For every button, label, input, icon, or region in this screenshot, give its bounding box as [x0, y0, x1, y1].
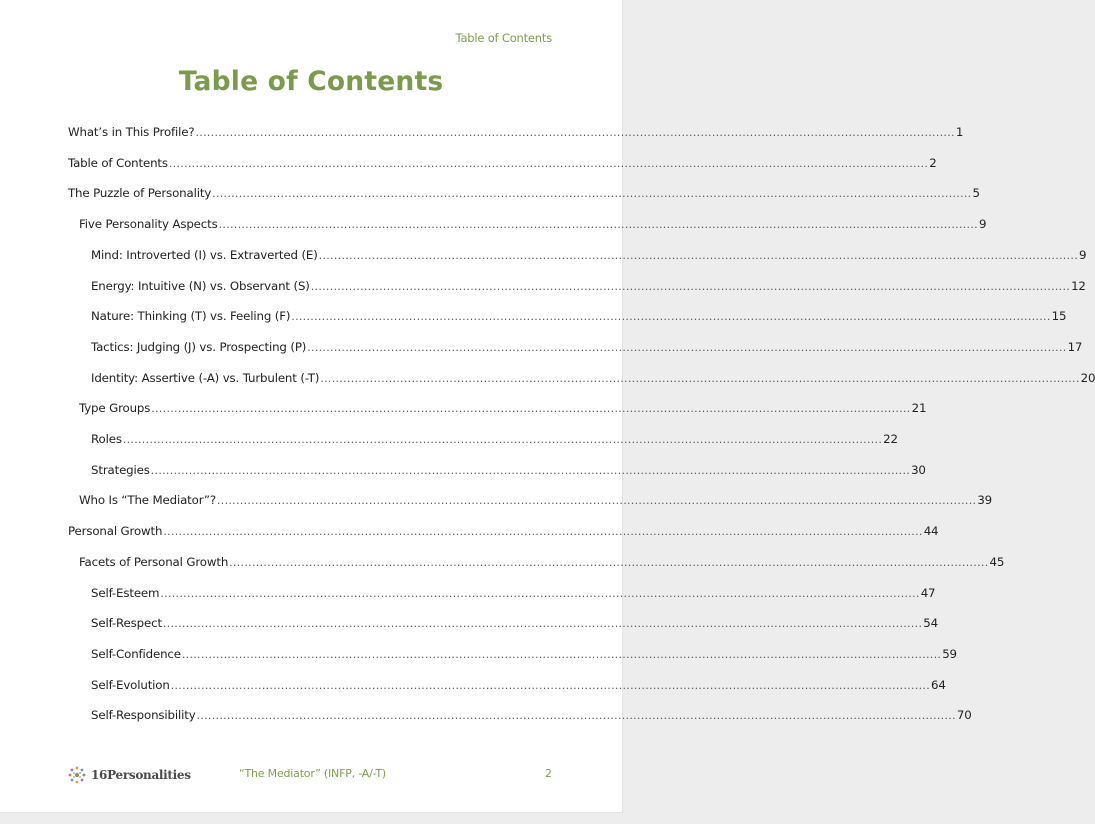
- footer-type-label: “The Mediator” (INFP, -A/-T): [239, 767, 386, 780]
- toc-entry[interactable]: [79, 554, 1005, 570]
- toc-page-number: 64: [931, 677, 946, 692]
- toc-dot-leader: ........................................................................................................................................................................................................: [216, 494, 977, 508]
- toc-entry-label: Type Groups: [79, 401, 151, 416]
- toc-entry[interactable]: [91, 339, 1083, 355]
- toc-entry[interactable]: [91, 370, 1095, 386]
- toc-entry-label: Strategies: [91, 462, 150, 477]
- toc-entry-label: Energy: Intuitive (N) vs. Observant (S): [91, 278, 310, 293]
- toc-page-number: 17: [1067, 339, 1083, 354]
- toc-page-number: 5: [972, 186, 980, 201]
- toc-page-number: 20: [1080, 370, 1095, 385]
- toc-page-number: 12: [1071, 278, 1086, 293]
- toc-entry-label: Roles: [91, 432, 122, 446]
- toc-dot-leader: ........................................................................................................................................................................................................: [196, 709, 956, 723]
- toc-dot-leader: ........................................................................................................................................................................................................: [195, 126, 955, 139]
- toc-page-number: 21: [911, 401, 927, 416]
- toc-entry[interactable]: [68, 124, 964, 140]
- toc-page-number: 9: [978, 217, 987, 232]
- toc-entry[interactable]: [91, 646, 957, 662]
- toc-page-number: 70: [956, 708, 972, 723]
- toc-dot-leader: ........................................................................................................................................................................................................: [218, 218, 978, 232]
- toc-dot-leader: ........................................................................................................................................................................................................: [168, 156, 929, 170]
- toc-entry-label: Self-Confidence: [91, 646, 181, 661]
- toc-page-number: 30: [911, 462, 926, 477]
- toc-dot-leader: ........................................................................................................................................................................................................: [150, 463, 911, 477]
- toc-dot-leader: ........................................................................................................................................................................................................: [212, 187, 972, 201]
- toc-page-number: 45: [989, 554, 1005, 569]
- dotted-circle-logo-icon: [67, 765, 87, 785]
- toc-dot-leader: ........................................................................................................................................................................................................: [163, 525, 923, 539]
- toc-entry[interactable]: [91, 247, 1087, 263]
- toc-entry-label: Self-Responsibility: [91, 708, 196, 723]
- toc-page-number: 59: [942, 646, 957, 661]
- toc-entry-label: Five Personality Aspects: [79, 217, 218, 232]
- toc-entry[interactable]: [68, 185, 980, 201]
- toc-dot-leader: ........................................................................................................................................................................................................: [291, 310, 1051, 324]
- footer-page-number: 2: [545, 767, 552, 780]
- toc-page-number: 15: [1051, 309, 1067, 324]
- toc-entry-label: Self-Evolution: [91, 677, 170, 692]
- toc-dot-leader: ........................................................................................................................................................................................................: [318, 248, 1078, 262]
- toc-entry-label: Facets of Personal Growth: [79, 554, 229, 569]
- toc-dot-leader: ........................................................................................................................................................................................................: [310, 279, 1071, 293]
- toc-entry[interactable]: [91, 431, 898, 447]
- footer-logo[interactable]: [67, 765, 191, 785]
- toc-entry[interactable]: [91, 677, 946, 693]
- toc-entry[interactable]: [79, 216, 987, 232]
- toc-dot-leader: ........................................................................................................................................................................................................: [229, 555, 989, 569]
- toc-dot-leader: ........................................................................................................................................................................................................: [122, 433, 883, 446]
- toc-dot-leader: ........................................................................................................................................................................................................: [320, 371, 1080, 385]
- page-title: Table of Contents: [178, 66, 444, 97]
- toc-dot-leader: ........................................................................................................................................................................................................: [151, 402, 911, 416]
- toc-dot-leader: ........................................................................................................................................................................................................: [307, 340, 1067, 354]
- toc-entry-label: Self-Respect: [91, 616, 162, 631]
- toc-entry-label: What’s in This Profile?: [68, 125, 195, 139]
- toc-page-number: 22: [883, 432, 898, 446]
- toc-entry[interactable]: [68, 523, 939, 539]
- toc-entry-label: Identity: Assertive (-A) vs. Turbulent (-T): [91, 370, 320, 385]
- toc-entry[interactable]: [91, 308, 1067, 324]
- toc-page-number: 39: [977, 493, 993, 508]
- toc-dot-leader: ........................................................................................................................................................................................................: [160, 586, 920, 600]
- toc-entry-label: Mind: Introverted (I) vs. Extraverted (E): [91, 247, 318, 262]
- toc-entry[interactable]: [91, 462, 926, 478]
- toc-entry[interactable]: [91, 615, 938, 631]
- toc-entry[interactable]: [68, 155, 937, 171]
- toc-page-number: 2: [929, 155, 937, 170]
- running-header: Table of Contents: [455, 31, 552, 45]
- toc-page-number: 47: [920, 585, 936, 600]
- toc-entry[interactable]: [79, 400, 927, 416]
- toc-page-number: 54: [923, 616, 938, 631]
- toc-entry-label: Who Is “The Mediator”?: [79, 493, 216, 508]
- toc-dot-leader: ........................................................................................................................................................................................................: [162, 617, 923, 631]
- brand-name: 16Personalities: [91, 768, 191, 782]
- toc-entry-label: Nature: Thinking (T) vs. Feeling (F): [91, 309, 291, 324]
- toc-entry-label: Tactics: Judging (J) vs. Prospecting (P): [91, 339, 307, 354]
- toc-entry[interactable]: [91, 585, 936, 601]
- toc-entry-label: The Puzzle of Personality: [68, 186, 212, 201]
- toc-entry-label: Personal Growth: [68, 524, 163, 539]
- toc-dot-leader: ........................................................................................................................................................................................................: [181, 647, 942, 661]
- toc-page-number: 9: [1079, 247, 1087, 262]
- toc-page-number: 44: [923, 524, 939, 539]
- toc-entry[interactable]: [79, 492, 993, 508]
- toc-entry-label: Table of Contents: [68, 155, 168, 170]
- toc-dot-leader: ........................................................................................................................................................................................................: [170, 678, 931, 692]
- toc-entry[interactable]: [91, 707, 972, 723]
- toc-entry[interactable]: [91, 278, 1086, 294]
- toc-entry-label: Self-Esteem: [91, 585, 160, 600]
- toc-page-number: 1: [955, 125, 964, 139]
